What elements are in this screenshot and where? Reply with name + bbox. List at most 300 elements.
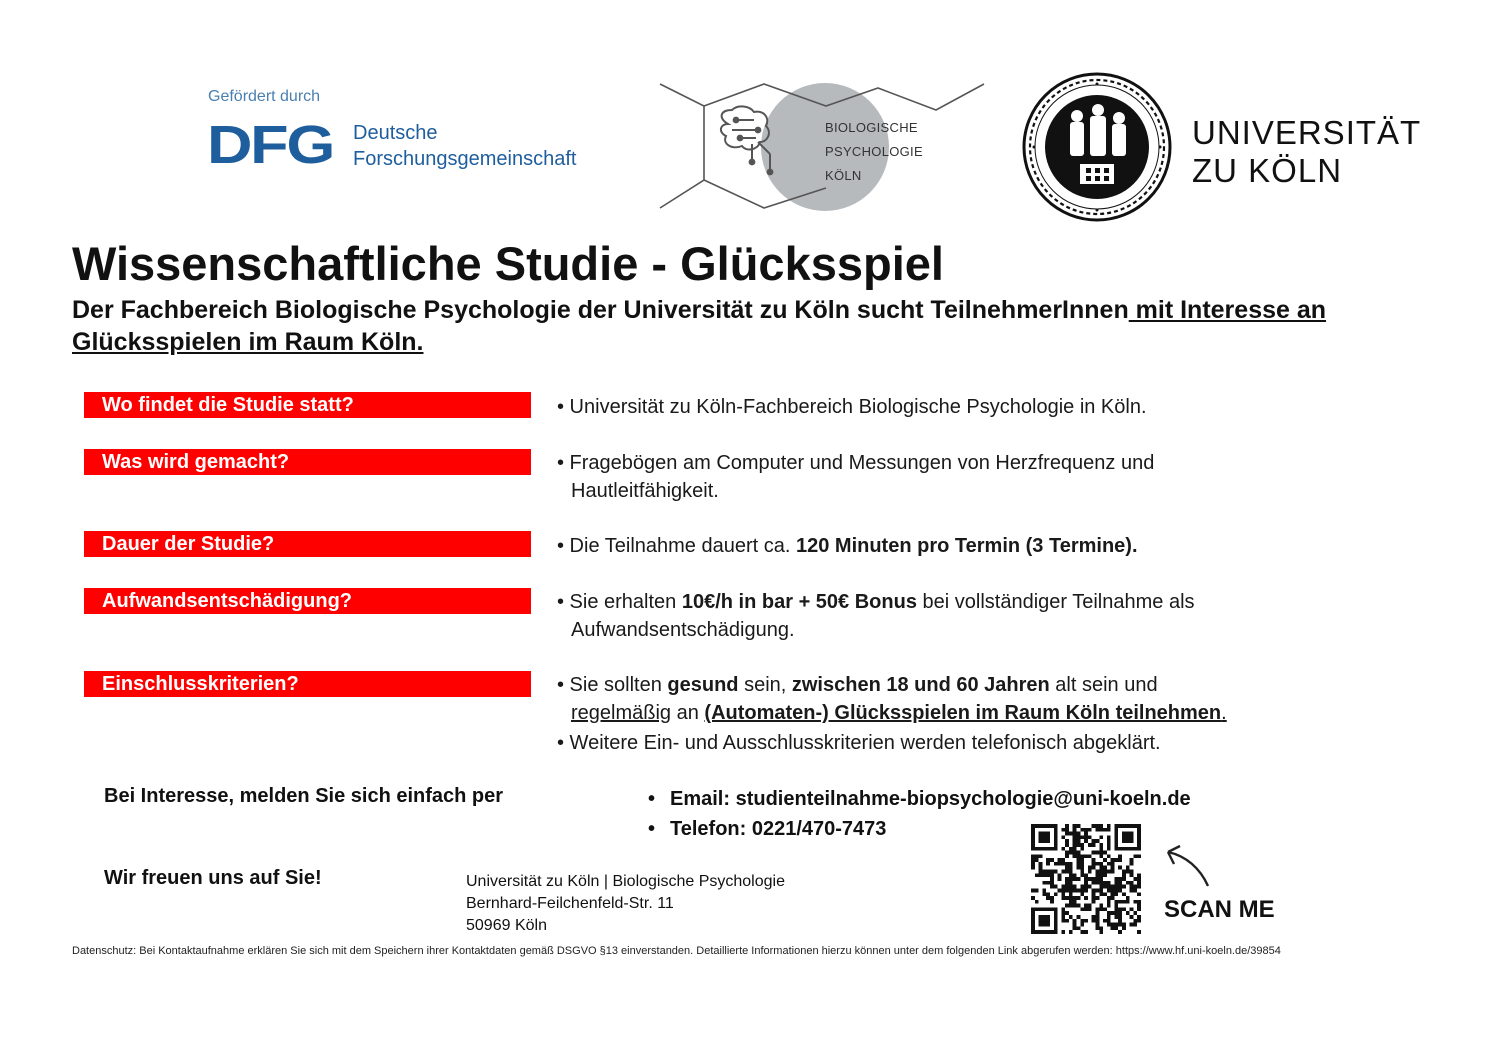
qr-module xyxy=(1061,911,1065,915)
qr-module xyxy=(1050,896,1054,900)
qr-module xyxy=(1103,851,1107,855)
qr-module xyxy=(1099,862,1103,866)
qr-module xyxy=(1088,877,1092,881)
qr-module xyxy=(1107,888,1111,892)
qr-module xyxy=(1065,839,1069,843)
qr-module xyxy=(1065,862,1069,866)
qr-module xyxy=(1099,843,1103,847)
qr-module xyxy=(1073,835,1077,839)
qr-module xyxy=(1073,896,1077,900)
qr-module xyxy=(1118,858,1122,862)
qr-module xyxy=(1069,873,1073,877)
qr-module xyxy=(1107,904,1111,908)
qr-module xyxy=(1084,896,1088,900)
qr-module xyxy=(1080,923,1084,927)
qr-module xyxy=(1133,900,1137,904)
arrow-up-left-icon xyxy=(1160,842,1216,890)
qr-module xyxy=(1084,832,1088,836)
address xyxy=(466,871,785,937)
qr-module xyxy=(1118,915,1122,919)
qr-module xyxy=(1058,877,1062,881)
qr-module xyxy=(1073,923,1077,927)
qr-module xyxy=(1084,930,1088,934)
qr-module xyxy=(1065,828,1069,832)
criteria-l2c: (Automaten-) Glücksspielen im Raum Köln teilnehmen xyxy=(704,702,1222,724)
qr-module xyxy=(1050,873,1054,877)
qr-module xyxy=(1126,881,1130,885)
answer-compensation-post: bei vollständiger Teilnahme als xyxy=(916,591,1195,613)
qr-module xyxy=(1137,892,1141,896)
qr-module xyxy=(1084,919,1088,923)
university-name xyxy=(1192,114,1421,190)
qr-module xyxy=(1088,885,1092,889)
qr-module xyxy=(1073,888,1077,892)
qr-module xyxy=(1073,900,1077,904)
qr-module xyxy=(1035,888,1039,892)
qr-module xyxy=(1114,915,1118,919)
qr-module xyxy=(1118,888,1122,892)
qr-module xyxy=(1111,866,1115,870)
qr-module xyxy=(1080,919,1084,923)
qr-module xyxy=(1118,877,1122,881)
qr-module xyxy=(1107,896,1111,900)
qr-module xyxy=(1122,885,1126,889)
qr-module xyxy=(1122,877,1126,881)
contact-phone[interactable]: • Telefon: 0221/470-7473 xyxy=(648,814,1191,844)
qr-module xyxy=(1080,870,1084,874)
qr-module xyxy=(1088,870,1092,874)
qr-module xyxy=(1095,923,1099,927)
qr-module xyxy=(1069,851,1073,855)
qr-module xyxy=(1130,873,1134,877)
bio-line1: BIOLOGISCHE xyxy=(825,120,918,135)
answer-location xyxy=(557,393,1147,421)
qr-module xyxy=(1077,843,1081,847)
qr-module xyxy=(1050,900,1054,904)
address-line3: 50969 Köln xyxy=(466,917,547,934)
qr-module xyxy=(1130,923,1134,927)
qr-module xyxy=(1103,870,1107,874)
qr-module xyxy=(1095,851,1099,855)
qr-module xyxy=(1065,832,1069,836)
qr-module xyxy=(1107,854,1111,858)
address-line2: Bernhard-Feilchenfeld-Str. 11 xyxy=(466,895,674,912)
qr-module xyxy=(1137,930,1141,934)
qr-module xyxy=(1092,896,1096,900)
qr-module xyxy=(1099,885,1103,889)
qr-module xyxy=(1080,907,1084,911)
qr-module xyxy=(1077,824,1081,828)
qr-module xyxy=(1031,896,1035,900)
criteria-l1d: zwischen 18 und 60 Jahren xyxy=(791,674,1050,696)
biopsychology-wordmark xyxy=(825,116,923,188)
qr-module xyxy=(1080,828,1084,832)
criteria-l2a: regelmäßig xyxy=(571,702,672,724)
qr-module xyxy=(1035,854,1039,858)
qr-module xyxy=(1095,870,1099,874)
qr-module xyxy=(1088,828,1092,832)
qr-module xyxy=(1084,888,1088,892)
qr-module xyxy=(1133,919,1137,923)
qr-module xyxy=(1107,900,1111,904)
answer-location-text: • Universität zu Köln-Fachbereich Biologische Psychologie in Köln. xyxy=(557,396,1147,418)
qr-module xyxy=(1130,858,1134,862)
qr-module xyxy=(1118,907,1122,911)
qr-module xyxy=(1114,911,1118,915)
qr-module xyxy=(1073,926,1077,930)
qr-module xyxy=(1088,907,1092,911)
qr-module xyxy=(1080,835,1084,839)
qr-module xyxy=(1107,843,1111,847)
qr-module xyxy=(1137,854,1141,858)
qr-module xyxy=(1031,888,1035,892)
question-label-compensation: Aufwandsentschädigung? xyxy=(84,588,531,614)
qr-module xyxy=(1054,892,1058,896)
qr-module xyxy=(1114,892,1118,896)
qr-module xyxy=(1046,896,1050,900)
qr-module xyxy=(1107,923,1111,927)
qr-module xyxy=(1084,839,1088,843)
qr-module xyxy=(1069,892,1073,896)
qr-module xyxy=(1114,926,1118,930)
qr-module xyxy=(1061,847,1065,851)
qr-module xyxy=(1080,888,1084,892)
qr-module xyxy=(1069,866,1073,870)
qr-module xyxy=(1050,881,1054,885)
qr-module xyxy=(1061,885,1065,889)
qr-module xyxy=(1107,919,1111,923)
qr-module xyxy=(1103,907,1107,911)
qr-module xyxy=(1065,854,1069,858)
qr-module xyxy=(1058,858,1062,862)
qr-module xyxy=(1133,885,1137,889)
qr-module xyxy=(1137,904,1141,908)
qr-module xyxy=(1077,877,1081,881)
qr-module xyxy=(1103,885,1107,889)
qr-module xyxy=(1118,923,1122,927)
answer-duration-pre: • Die Teilnahme dauert ca. xyxy=(557,535,796,557)
qr-module xyxy=(1099,854,1103,858)
qr-module xyxy=(1126,896,1130,900)
qr-module xyxy=(1095,911,1099,915)
qr-module xyxy=(1042,881,1046,885)
qr-module xyxy=(1069,881,1073,885)
qr-module xyxy=(1133,923,1137,927)
qr-module xyxy=(1111,870,1115,874)
qr-module xyxy=(1084,907,1088,911)
qr-module xyxy=(1080,858,1084,862)
qr-module xyxy=(1092,900,1096,904)
qr-module xyxy=(1126,870,1130,874)
qr-module xyxy=(1046,870,1050,874)
dfg-logo xyxy=(207,120,335,166)
qr-module xyxy=(1107,835,1111,839)
biopsychology-logo xyxy=(658,80,988,215)
page-subtitle xyxy=(72,294,1452,358)
qr-module xyxy=(1130,888,1134,892)
qr-module xyxy=(1073,904,1077,908)
qr-module xyxy=(1069,915,1073,919)
qr-module xyxy=(1114,900,1118,904)
qr-module xyxy=(1099,904,1103,908)
criteria-l1c: sein, xyxy=(738,674,792,696)
qr-module xyxy=(1092,858,1096,862)
qr-module xyxy=(1095,824,1099,828)
qr-module xyxy=(1137,907,1141,911)
qr-module xyxy=(1099,866,1103,870)
qr-module xyxy=(1133,888,1137,892)
qr-module xyxy=(1114,888,1118,892)
criteria-l3: • Weitere Ein- und Ausschlusskriterien werden telefonisch abgeklärt. xyxy=(557,732,1161,754)
qr-module xyxy=(1080,847,1084,851)
qr-module xyxy=(1061,896,1065,900)
qr-module xyxy=(1107,839,1111,843)
qr-module xyxy=(1050,877,1054,881)
qr-module xyxy=(1039,866,1043,870)
qr-module xyxy=(1080,866,1084,870)
qr-module xyxy=(1073,839,1077,843)
qr-module xyxy=(1122,926,1126,930)
qr-module xyxy=(1114,907,1118,911)
qr-module xyxy=(1107,885,1111,889)
qr-module xyxy=(1077,858,1081,862)
qr-module xyxy=(1065,896,1069,900)
contact-intro: Bei Interesse, melden Sie sich einfach per xyxy=(104,785,504,807)
qr-module xyxy=(1077,915,1081,919)
dfg-name xyxy=(353,120,576,172)
criteria-l2b: an xyxy=(671,702,705,724)
qr-module xyxy=(1095,862,1099,866)
qr-module xyxy=(1095,896,1099,900)
qr-module xyxy=(1133,877,1137,881)
qr-module xyxy=(1084,835,1088,839)
university-seal xyxy=(1022,72,1172,222)
qr-module xyxy=(1099,828,1103,832)
qr-module xyxy=(1118,866,1122,870)
qr-module xyxy=(1130,907,1134,911)
qr-module xyxy=(1061,892,1065,896)
qr-module xyxy=(1099,926,1103,930)
qr-module xyxy=(1099,824,1103,828)
scan-me-label: SCAN ME xyxy=(1164,896,1275,923)
qr-module xyxy=(1118,881,1122,885)
qr-module xyxy=(1095,888,1099,892)
qr-module xyxy=(1046,873,1050,877)
dfg-name-line2: Forschungsgemeinschaft xyxy=(353,148,577,170)
qr-module xyxy=(1107,828,1111,832)
answer-procedure xyxy=(557,449,1154,505)
answer-procedure-line2: Hautleitfähigkeit. xyxy=(571,480,719,502)
qr-module xyxy=(1031,866,1035,870)
qr-module xyxy=(1114,904,1118,908)
qr-module xyxy=(1084,904,1088,908)
qr-module xyxy=(1073,873,1077,877)
qr-module xyxy=(1118,854,1122,858)
dfg-name-line1: Deutsche xyxy=(353,122,438,144)
qr-code[interactable] xyxy=(1031,824,1141,934)
qr-module xyxy=(1065,870,1069,874)
criteria-l1a: • Sie sollten xyxy=(557,674,668,696)
qr-module xyxy=(1073,885,1077,889)
greeting: Wir freuen uns auf Sie! xyxy=(104,867,322,889)
qr-module xyxy=(1065,824,1069,828)
qr-module xyxy=(1039,854,1043,858)
question-label-duration: Dauer der Studie? xyxy=(84,531,531,557)
qr-module xyxy=(1061,907,1065,911)
answer-criteria xyxy=(557,671,1227,757)
qr-module xyxy=(1088,866,1092,870)
qr-module xyxy=(1114,923,1118,927)
qr-module xyxy=(1095,873,1099,877)
qr-module xyxy=(1061,870,1065,874)
qr-module xyxy=(1080,854,1084,858)
qr-module xyxy=(1118,919,1122,923)
qr-module xyxy=(1114,877,1118,881)
qr-module xyxy=(1092,892,1096,896)
qr-module xyxy=(1092,888,1096,892)
qr-module xyxy=(1092,881,1096,885)
qr-module xyxy=(1080,930,1084,934)
qr-module xyxy=(1080,843,1084,847)
qr-module xyxy=(1092,843,1096,847)
qr-module xyxy=(1046,862,1050,866)
dfg-funded-by: Gefördert durch xyxy=(208,88,321,105)
qr-module xyxy=(1111,862,1115,866)
answer-duration xyxy=(557,532,1138,560)
qr-module xyxy=(1073,832,1077,836)
qr-module xyxy=(1130,862,1134,866)
qr-module xyxy=(1118,900,1122,904)
qr-module xyxy=(1095,907,1099,911)
qr-module xyxy=(1107,862,1111,866)
qr-module xyxy=(1077,888,1081,892)
qr-module xyxy=(1039,862,1043,866)
qr-module xyxy=(1114,881,1118,885)
qr-module xyxy=(1065,843,1069,847)
university-name-line1: UNIVERSITÄT xyxy=(1192,114,1422,151)
qr-module xyxy=(1077,832,1081,836)
qr-module xyxy=(1061,930,1065,934)
qr-module xyxy=(1065,881,1069,885)
qr-module xyxy=(1107,870,1111,874)
qr-module xyxy=(1107,881,1111,885)
qr-module xyxy=(1077,854,1081,858)
qr-module xyxy=(1061,828,1065,832)
qr-module xyxy=(1073,847,1077,851)
qr-module xyxy=(1077,904,1081,908)
qr-module xyxy=(1107,824,1111,828)
qr-module xyxy=(1035,858,1039,862)
qr-module xyxy=(1039,870,1043,874)
qr-module xyxy=(1099,847,1103,851)
answer-procedure-line1: • Fragebögen am Computer und Messungen von Herzfrequenz und xyxy=(557,452,1155,474)
qr-module xyxy=(1099,851,1103,855)
contact-email[interactable]: • Email: studienteilnahme-biopsychologie@uni-koeln.de xyxy=(648,784,1191,814)
qr-module xyxy=(1111,896,1115,900)
qr-module xyxy=(1065,851,1069,855)
qr-module xyxy=(1126,900,1130,904)
qr-module xyxy=(1095,919,1099,923)
qr-module xyxy=(1061,888,1065,892)
qr-module xyxy=(1073,828,1077,832)
qr-module xyxy=(1118,911,1122,915)
qr-module xyxy=(1095,828,1099,832)
qr-module xyxy=(1137,873,1141,877)
qr-module xyxy=(1042,892,1046,896)
qr-module xyxy=(1095,915,1099,919)
qr-module xyxy=(1077,851,1081,855)
qr-module xyxy=(1092,866,1096,870)
qr-module xyxy=(1061,835,1065,839)
qr-module xyxy=(1099,930,1103,934)
qr-module xyxy=(1065,888,1069,892)
qr-module xyxy=(1042,873,1046,877)
qr-module xyxy=(1069,885,1073,889)
qr-module xyxy=(1080,885,1084,889)
qr-module xyxy=(1069,888,1073,892)
qr-module xyxy=(1118,885,1122,889)
qr-module xyxy=(1058,873,1062,877)
qr-module xyxy=(1130,915,1134,919)
qr-module xyxy=(1050,870,1054,874)
qr-module xyxy=(1084,873,1088,877)
answer-compensation-line2: Aufwandsentschädigung. xyxy=(571,619,795,641)
answer-compensation xyxy=(557,588,1195,644)
qr-module xyxy=(1069,900,1073,904)
qr-module xyxy=(1126,866,1130,870)
qr-module xyxy=(1088,843,1092,847)
qr-module xyxy=(1111,926,1115,930)
page-title: Wissenschaftliche Studie - Glücksspiel xyxy=(72,237,944,290)
qr-module xyxy=(1069,870,1073,874)
address-line1: Universität zu Köln | Biologische Psychologie xyxy=(466,873,785,890)
qr-module xyxy=(1092,862,1096,866)
qr-module xyxy=(1111,923,1115,927)
qr-module xyxy=(1118,930,1122,934)
qr-module xyxy=(1069,862,1073,866)
dfg-logo-letters: DFG xyxy=(207,120,333,166)
qr-module xyxy=(1126,911,1130,915)
qr-module xyxy=(1058,862,1062,866)
qr-module xyxy=(1073,919,1077,923)
qr-module xyxy=(1103,892,1107,896)
qr-module xyxy=(1095,926,1099,930)
university-name-line2: ZU KÖLN xyxy=(1192,152,1343,189)
qr-module xyxy=(1092,824,1096,828)
qr-module xyxy=(1103,866,1107,870)
qr-module xyxy=(1122,873,1126,877)
qr-module xyxy=(1099,870,1103,874)
qr-module xyxy=(1065,877,1069,881)
qr-module xyxy=(1073,851,1077,855)
qr-module xyxy=(1111,885,1115,889)
qr-module xyxy=(1077,896,1081,900)
qr-module xyxy=(1084,881,1088,885)
qr-module xyxy=(1050,885,1054,889)
qr-module xyxy=(1080,892,1084,896)
qr-module xyxy=(1042,888,1046,892)
qr-module xyxy=(1039,873,1043,877)
qr-module xyxy=(1046,858,1050,862)
question-label-location: Wo findet die Studie statt? xyxy=(84,392,531,418)
qr-module xyxy=(1065,911,1069,915)
qr-module xyxy=(1130,870,1134,874)
qr-module xyxy=(1130,885,1134,889)
qr-module xyxy=(1122,892,1126,896)
qr-module xyxy=(1061,858,1065,862)
qr-module xyxy=(1069,904,1073,908)
qr-module xyxy=(1092,851,1096,855)
